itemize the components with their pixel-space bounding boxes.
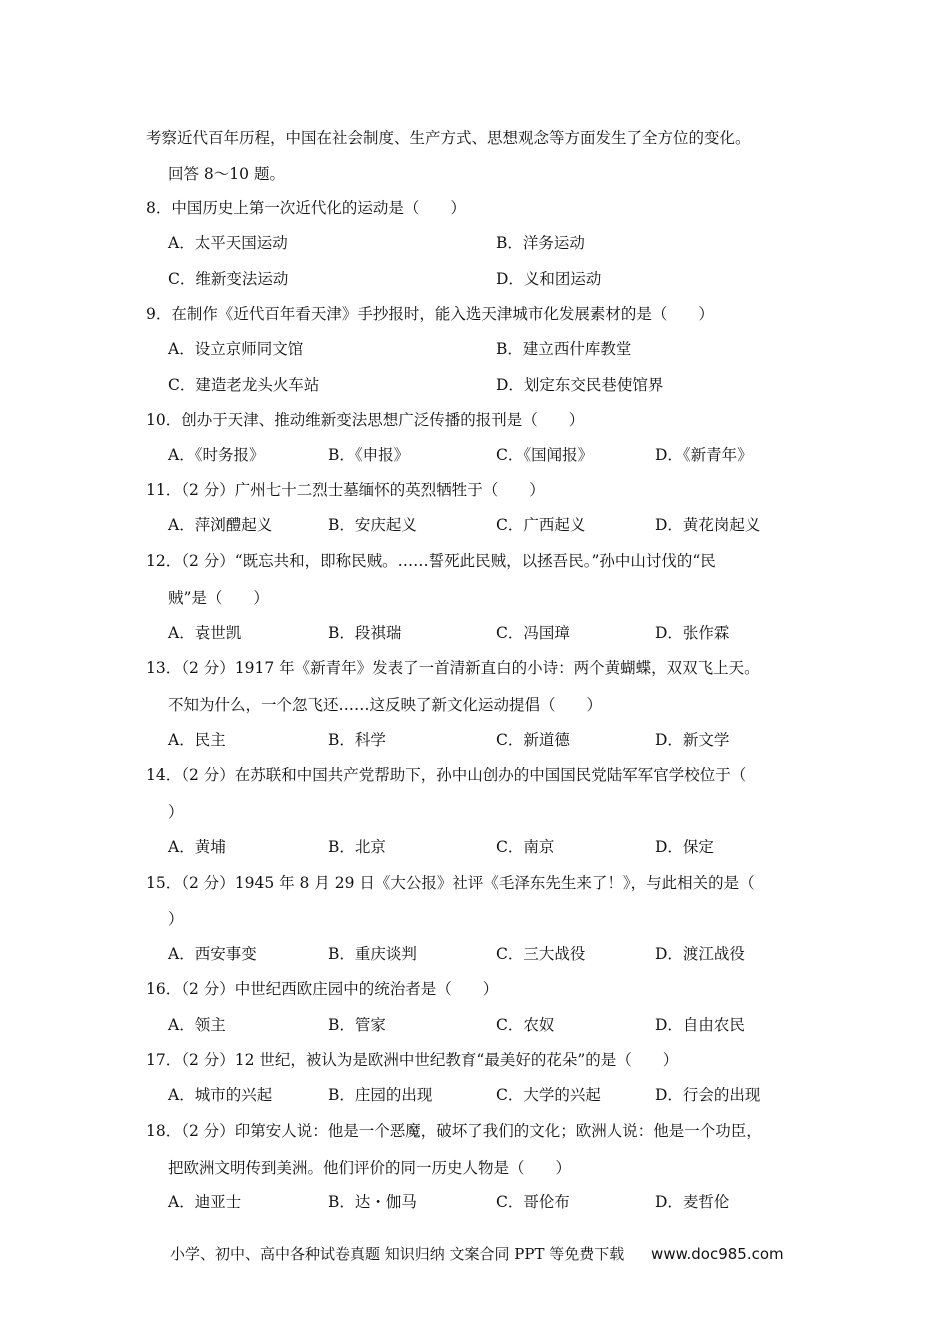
question-17-option-a: A．城市的兴起	[168, 1086, 273, 1104]
question-14-option-b: B．北京	[328, 838, 386, 856]
question-14-stem-cont: ）	[168, 803, 184, 821]
question-15-option-b: B．重庆谈判	[328, 945, 417, 963]
question-12-option-b: B．段祺瑞	[328, 624, 402, 642]
intro-line-2: 回答 8～10 题。	[168, 165, 285, 183]
question-14-option-c: C．南京	[496, 838, 555, 856]
question-11-option-d: D．黄花岗起义	[655, 516, 761, 534]
question-9-stem: 9．在制作《近代百年看天津》手抄报时，能入选天津城市化发展素材的是（ ）	[146, 305, 714, 323]
question-15-option-c: C．三大战役	[496, 945, 586, 963]
question-17-option-c: C．大学的兴起	[496, 1086, 601, 1104]
question-14-option-a: A．黄埔	[168, 838, 226, 856]
question-18-stem: 18．（2 分）印第安人说：他是一个恶魔，破坏了我们的文化；欧洲人说：他是一个功臣，	[146, 1122, 762, 1140]
question-8-option-d: D．义和团运动	[496, 270, 602, 288]
question-12-stem: 12．（2 分）“既忘共和，即称民贼。……誓死此民贼，以拯吾民。”孙中山讨伐的“民	[146, 552, 716, 570]
question-10-option-a: A．《时务报》	[168, 446, 265, 464]
question-8-option-c: C．维新变法运动	[168, 270, 289, 288]
question-13-option-b: B．科学	[328, 731, 386, 749]
question-9-option-a: A．设立京师同文馆	[168, 340, 304, 358]
question-10-stem: 10．创办于天津、推动维新变法思想广泛传播的报刊是（ ）	[146, 411, 585, 429]
question-10-option-b: B．《申报》	[328, 446, 410, 464]
question-13-stem: 13．（2 分）1917 年《新青年》发表了一首清新直白的小诗：两个黄蝴蝶，双双飞上天。	[146, 659, 760, 677]
question-8-stem: 8．中国历史上第一次近代化的运动是（ ）	[146, 199, 466, 217]
question-9-option-b: B．建立西什库教堂	[496, 340, 632, 358]
question-9-option-d: D．划定东交民巷使馆界	[496, 376, 664, 394]
question-11-option-c: C．广西起义	[496, 516, 586, 534]
question-8-option-b: B．洋务运动	[496, 234, 585, 252]
question-16-option-c: C．农奴	[496, 1016, 555, 1034]
question-12-stem-cont: 贼”是（ ）	[168, 589, 269, 607]
question-17-option-b: B．庄园的出现	[328, 1086, 433, 1104]
question-18-option-d: D．麦哲伦	[655, 1193, 730, 1211]
intro-line-1: 考察近代百年历程，中国在社会制度、生产方式、思想观念等方面发生了全方位的变化。	[146, 129, 751, 147]
question-13-option-d: D．新文学	[655, 731, 730, 749]
footer-url-link[interactable]: www.doc985.com	[651, 1245, 784, 1263]
question-11-option-b: B．安庆起义	[328, 516, 417, 534]
question-8-option-a: A．太平天国运动	[168, 234, 288, 252]
question-17-option-d: D．行会的出现	[655, 1086, 761, 1104]
question-11-option-a: A．萍浏醴起义	[168, 516, 273, 534]
question-16-option-d: D．自由农民	[655, 1016, 745, 1034]
question-15-stem-cont: ）	[168, 910, 184, 928]
question-13-option-a: A．民主	[168, 731, 226, 749]
page-footer	[170, 1244, 784, 1264]
question-12-option-d: D．张作霖	[655, 624, 730, 642]
question-10-option-c: C．《国闻报》	[496, 446, 594, 464]
question-18-option-a: A．迪亚士	[168, 1193, 242, 1211]
question-12-option-c: C．冯国璋	[496, 624, 570, 642]
question-16-stem: 16．（2 分）中世纪西欧庄园中的统治者是（ ）	[146, 980, 499, 998]
question-15-stem: 15．（2 分）1945 年 8 月 29 日《大公报》社评《毛泽东先生来了！》，与此相关的是（	[146, 874, 755, 892]
question-13-option-c: C．新道德	[496, 731, 570, 749]
question-15-option-d: D．渡江战役	[655, 945, 745, 963]
question-17-stem: 17．（2 分）12 世纪，被认为是欧洲中世纪教育“最美好的花朵”的是（ ）	[146, 1051, 679, 1069]
question-18-option-c: C．哥伦布	[496, 1193, 570, 1211]
question-10-option-d: D．《新青年》	[655, 446, 753, 464]
question-11-stem: 11．（2 分）广州七十二烈士墓缅怀的英烈牺牲于（ ）	[146, 481, 545, 499]
question-14-option-d: D．保定	[655, 838, 714, 856]
question-15-option-a: A．西安事变	[168, 945, 257, 963]
question-18-option-b: B．达・伽马	[328, 1193, 417, 1211]
question-9-option-c: C．建造老龙头火车站	[168, 376, 320, 394]
question-16-option-a: A．领主	[168, 1016, 226, 1034]
question-12-option-a: A．袁世凯	[168, 624, 242, 642]
question-16-option-b: B．管家	[328, 1016, 386, 1034]
question-18-stem-cont: 把欧洲文明传到美洲。他们评价的同一历史人物是（ ）	[168, 1159, 572, 1177]
footer-text: 小学、初中、高中各种试卷真题 知识归纳 文案合同 PPT 等免费下载	[170, 1245, 625, 1263]
question-14-stem: 14．（2 分）在苏联和中国共产党帮助下，孙中山创办的中国国民党陆军军官学校位于（	[146, 766, 747, 784]
question-13-stem-cont: 不知为什么，一个忽飞还……这反映了新文化运动提倡（ ）	[168, 696, 603, 714]
